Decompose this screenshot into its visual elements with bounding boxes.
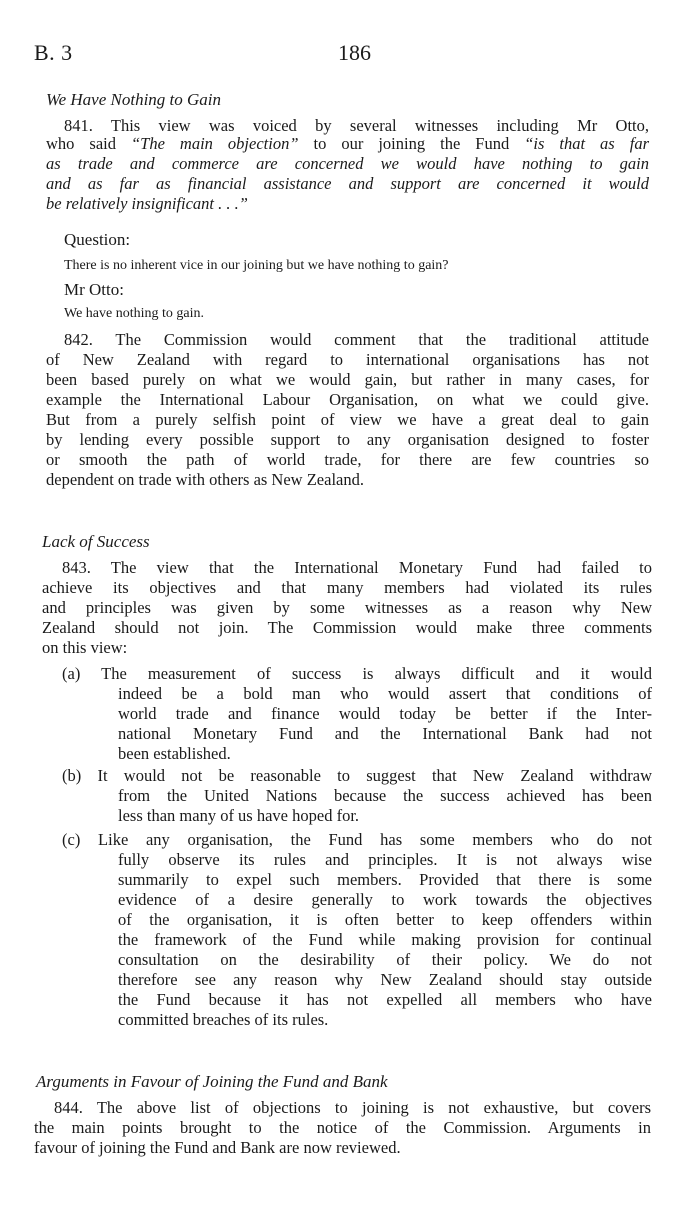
text-line: 843. The view that the International Monetary Fund had failed to — [62, 558, 652, 577]
text-line: fully observe its rules and principles. It is not always wise — [118, 850, 652, 869]
text-line: world trade and finance would today be better if the Inter- — [118, 704, 652, 723]
text-line: (c) Like any organisation, the Fund has some members who do not — [62, 830, 652, 849]
answer-text: We have nothing to gain. — [64, 306, 205, 321]
text-line: the framework of the Fund while making provision for continual — [118, 930, 652, 949]
section-heading-arguments-in-favour: Arguments in Favour of Joining the Fund and Bank — [36, 1072, 388, 1091]
text-line: who said “The main objection” to our joining the Fund “is that as far — [46, 134, 649, 153]
text-line: (b) It would not be reasonable to suggest that New Zealand withdraw — [62, 766, 652, 785]
text-line: or smooth the path of world trade, for there are few countries so — [46, 450, 649, 469]
quote-line: and as far as financial assistance and support are concerned it would — [46, 174, 649, 193]
text-line: the main points brought to the notice of the Commission. Arguments in — [34, 1118, 651, 1137]
text-line: achieve its objectives and that many members had violated its rules — [42, 578, 652, 597]
text-line: been established. — [118, 744, 231, 763]
text-line: 841. This view was voiced by several witnesses including Mr Otto, — [64, 116, 649, 135]
section-heading-nothing-to-gain: We Have Nothing to Gain — [46, 90, 222, 109]
text-line: and principles was given by some witnesses as a reason why New — [42, 598, 652, 617]
text-line: 842. The Commission would comment that the traditional attitude — [64, 330, 649, 349]
section-heading-lack-of-success: Lack of Success — [42, 532, 150, 551]
text-line: been based purely on what we would gain, but rather in many cases, for — [46, 370, 649, 389]
text-line: evidence of a desire generally to work towards the objectives — [118, 890, 652, 909]
quote-line: be relatively insignificant . . .” — [46, 194, 248, 213]
document-code: B. 3 — [34, 40, 73, 65]
text-line: from the United Nations because the success achieved has been — [118, 786, 652, 805]
text-line: favour of joining the Fund and Bank are now reviewed. — [34, 1138, 401, 1157]
text-line: of New Zealand with regard to international organisations has not — [46, 350, 649, 369]
answer-label: Mr Otto: — [64, 280, 124, 299]
text-line: indeed be a bold man who would assert that conditions of — [118, 684, 652, 703]
text-line: consultation on the desirability of their policy. We do not — [118, 950, 652, 969]
text-line: example the International Labour Organisation, on what we could give. — [46, 390, 649, 409]
text-line: dependent on trade with others as New Zealand. — [46, 470, 364, 489]
text-line: 844. The above list of objections to joining is not exhaustive, but covers — [54, 1098, 651, 1117]
text-line: summarily to expel such members. Provided that there is some — [118, 870, 652, 889]
text-line: therefore see any reason why New Zealand should stay outside — [118, 970, 652, 989]
quote-main-objection: “The main objection” — [131, 134, 299, 153]
text-line: national Monetary Fund and the International Bank had not — [118, 724, 652, 743]
text-line: committed breaches of its rules. — [118, 1010, 329, 1029]
text-line: the Fund because it has not expelled all members who have — [118, 990, 652, 1009]
text-line: by lending every possible support to any organisation designed to foster — [46, 430, 649, 449]
question-label: Question: — [64, 230, 131, 249]
text-line: on this view: — [42, 638, 128, 657]
page-number: 186 — [338, 40, 371, 65]
text-line: (a) The measurement of success is always difficult and it would — [62, 664, 652, 683]
text-line: But from a purely selfish point of view we have a great deal to gain — [46, 410, 649, 429]
text-line: of the organisation, it is often better to keep offenders within — [118, 910, 652, 929]
text-line: Zealand should not join. The Commission would make three comments — [42, 618, 652, 637]
quote-line: as trade and commerce are concerned we would have nothing to gain — [46, 154, 649, 173]
quote-start: “is that as far — [524, 134, 649, 153]
question-text: There is no inherent vice in our joining but we have nothing to gain? — [64, 258, 449, 273]
text-line: less than many of us have hoped for. — [118, 806, 360, 825]
